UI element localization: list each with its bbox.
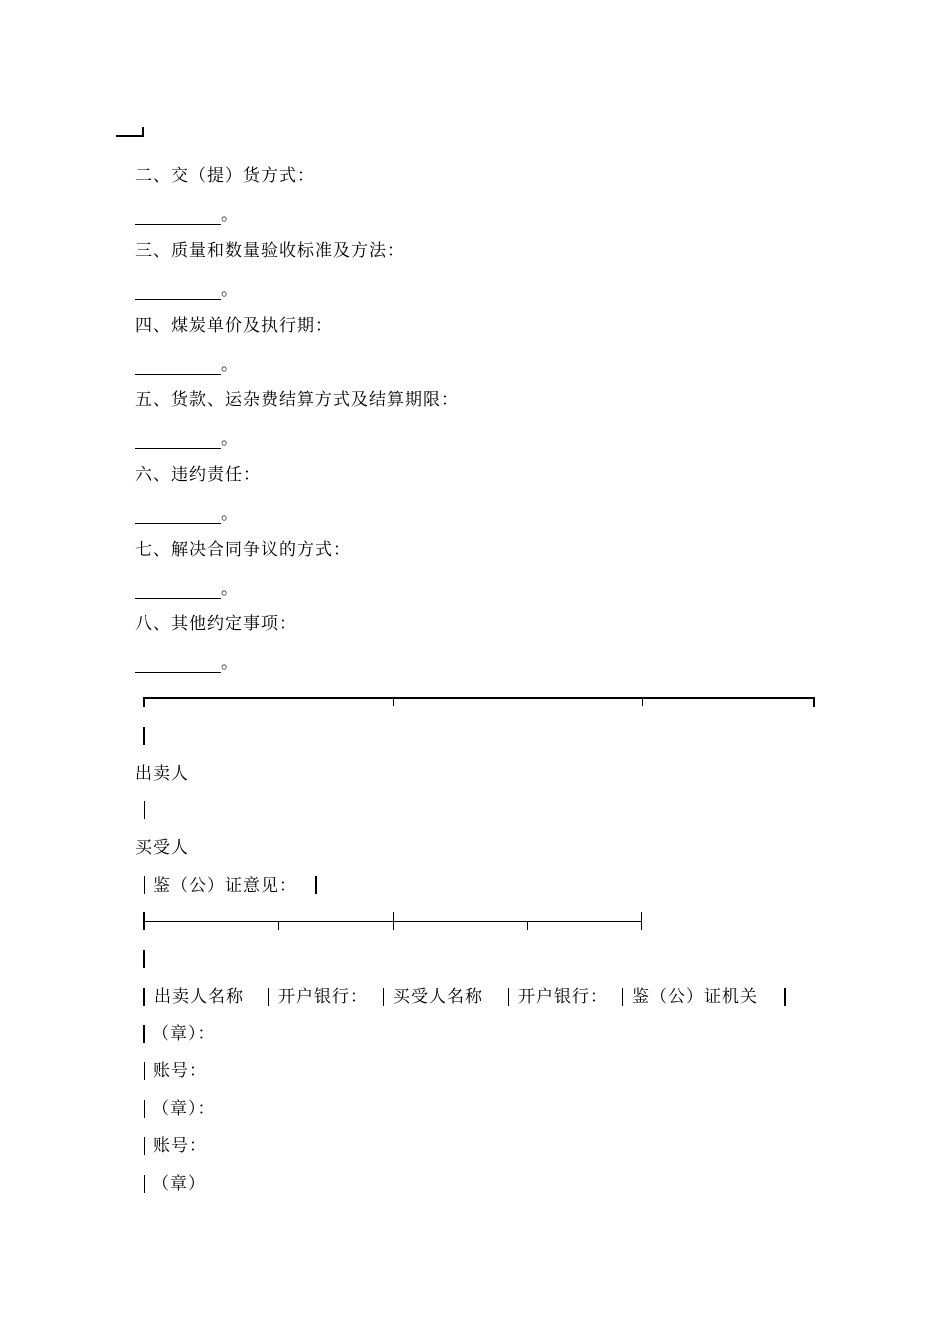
section-fill-6 [135, 504, 238, 524]
column-divider [622, 988, 623, 1006]
column-divider [144, 1062, 145, 1080]
header-seller-bank: 开户银行： [278, 987, 368, 1007]
table-left-bar [143, 727, 145, 745]
section-heading-6: 六、违约责任： [135, 465, 261, 485]
table-tick [642, 697, 643, 706]
header-seller-name: 出卖人名称 [154, 987, 244, 1007]
column-divider [268, 988, 269, 1006]
table-tick [278, 921, 279, 930]
column-divider [144, 876, 145, 894]
column-divider-bold [315, 876, 317, 894]
row-buyer-seal: （章）： [152, 1099, 216, 1119]
table-top-border [143, 697, 815, 699]
blank-line [135, 507, 221, 524]
table-tick [143, 912, 145, 930]
header-notary-authority: 鉴（公）证机关 [632, 987, 758, 1007]
table-corner-left [143, 697, 145, 707]
period-mark: 。 [221, 355, 238, 375]
period-mark: 。 [221, 504, 238, 524]
section-heading-3: 三、质量和数量验收标准及方法： [135, 241, 405, 261]
column-divider-bold [143, 988, 145, 1006]
section-heading-8: 八、其他约定事项： [135, 614, 297, 634]
buyer-label: 买受人 [135, 838, 189, 858]
blank-line [135, 582, 221, 599]
column-divider [144, 1137, 145, 1155]
notary-opinion-label: 鉴（公）证意见： [153, 876, 297, 896]
section-heading-2: 二、交（提）货方式： [135, 166, 315, 186]
period-mark: 。 [221, 205, 238, 225]
period-mark: 。 [221, 579, 238, 599]
blank-line [135, 358, 221, 375]
section-fill-5 [135, 429, 238, 449]
section-fill-4 [135, 355, 238, 375]
header-buyer-bank: 开户银行： [518, 987, 608, 1007]
table-tick [527, 921, 528, 930]
column-divider-bold [143, 1025, 145, 1043]
row-notary-seal: （章） [152, 1174, 206, 1194]
section-fill-2 [135, 205, 238, 225]
table-tick [641, 912, 642, 930]
blank-line [135, 208, 221, 225]
blank-line [135, 283, 221, 300]
column-divider [144, 1175, 145, 1193]
period-mark: 。 [221, 429, 238, 449]
row-buyer-account: 账号： [153, 1136, 207, 1156]
section-fill-8 [135, 653, 238, 673]
row-seller-account: 账号： [153, 1061, 207, 1081]
blank-line [135, 432, 221, 449]
column-divider [383, 988, 384, 1006]
section-heading-5: 五、货款、运杂费结算方式及结算期限： [135, 390, 459, 410]
corner-mark-h [116, 135, 144, 137]
section-fill-7 [135, 579, 238, 599]
column-divider [144, 801, 145, 819]
table-corner-right [813, 697, 815, 707]
table-tick [393, 697, 394, 706]
table-tick [393, 912, 394, 930]
period-mark: 。 [221, 280, 238, 300]
row-seller-seal: （章）： [152, 1024, 216, 1044]
section-fill-3 [135, 280, 238, 300]
period-mark: 。 [221, 653, 238, 673]
seller-label: 出卖人 [135, 764, 189, 784]
blank-line [135, 656, 221, 673]
column-divider [508, 988, 509, 1006]
section-heading-7: 七、解决合同争议的方式： [135, 540, 351, 560]
column-divider-bold [784, 988, 786, 1006]
section-heading-4: 四、煤炭单价及执行期： [135, 316, 333, 336]
header-buyer-name: 买受人名称 [393, 987, 483, 1007]
column-divider [144, 1100, 145, 1118]
table-left-bar [143, 950, 145, 968]
corner-mark-v [142, 127, 144, 137]
